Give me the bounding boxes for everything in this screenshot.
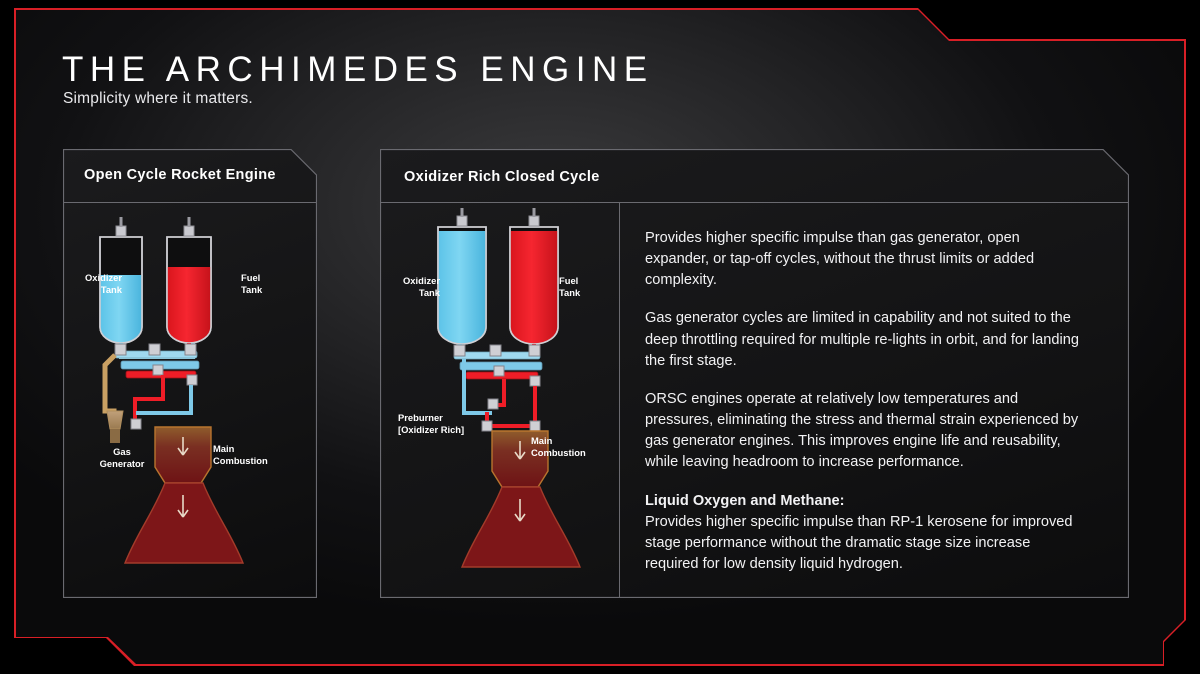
paragraph-4-body: Provides higher specific impulse than RP-1 kerosene for improved stage performance without the dramatic stage size increase required for low density liquid hydrogen.	[645, 513, 1073, 573]
paragraph-3: ORSC engines operate at relatively low temperatures and pressures, eliminating the stress and thermal strain experienced by gas generator engines. This improves engine life and reusability, while leaving headroom to increase performance.	[645, 390, 1079, 471]
right-fuel-tank-label: Fuel Tank	[559, 275, 581, 298]
panel-open-cycle-title: Open Cycle Rocket Engine	[84, 167, 276, 183]
page-subtitle: Simplicity where it matters.	[63, 90, 253, 107]
orsc-description	[645, 228, 1085, 575]
page-title: THE ARCHIMEDES ENGINE	[62, 50, 654, 89]
panel-orsc-title: Oxidizer Rich Closed Cycle	[404, 169, 600, 185]
right-oxidizer-tank-label: Oxidizer Tank	[403, 275, 440, 298]
left-gas-generator-label: Gas Generator	[99, 446, 145, 469]
left-oxidizer-tank-label: Oxidizer Tank	[85, 272, 122, 295]
paragraph-2: Gas generator cycles are limited in capability and not suited to the deep throttling required for multiple re-lights in orbit, and for landing the first stage.	[645, 310, 1080, 369]
paragraph-4	[645, 491, 1085, 576]
panel-open-cycle-divider	[63, 202, 317, 203]
right-preburner-label: Preburner [Oxidizer Rich]	[398, 412, 465, 435]
left-main-combustion-label: Main Combustion	[213, 443, 268, 466]
panel-orsc-vertical-divider	[619, 203, 620, 598]
panel-orsc-divider	[380, 202, 1129, 203]
orsc-diagram	[380, 205, 619, 590]
paragraph-4-heading: Liquid Oxygen and Methane:	[645, 492, 845, 509]
open-cycle-diagram	[63, 205, 317, 590]
paragraph-1: Provides higher specific impulse than gas generator, open expander, or tap-off cycles, without the thrust limits or added complexity.	[645, 230, 1035, 289]
left-fuel-tank-label: Fuel Tank	[241, 272, 263, 295]
right-main-combustion-label: Main Combustion	[531, 435, 586, 458]
